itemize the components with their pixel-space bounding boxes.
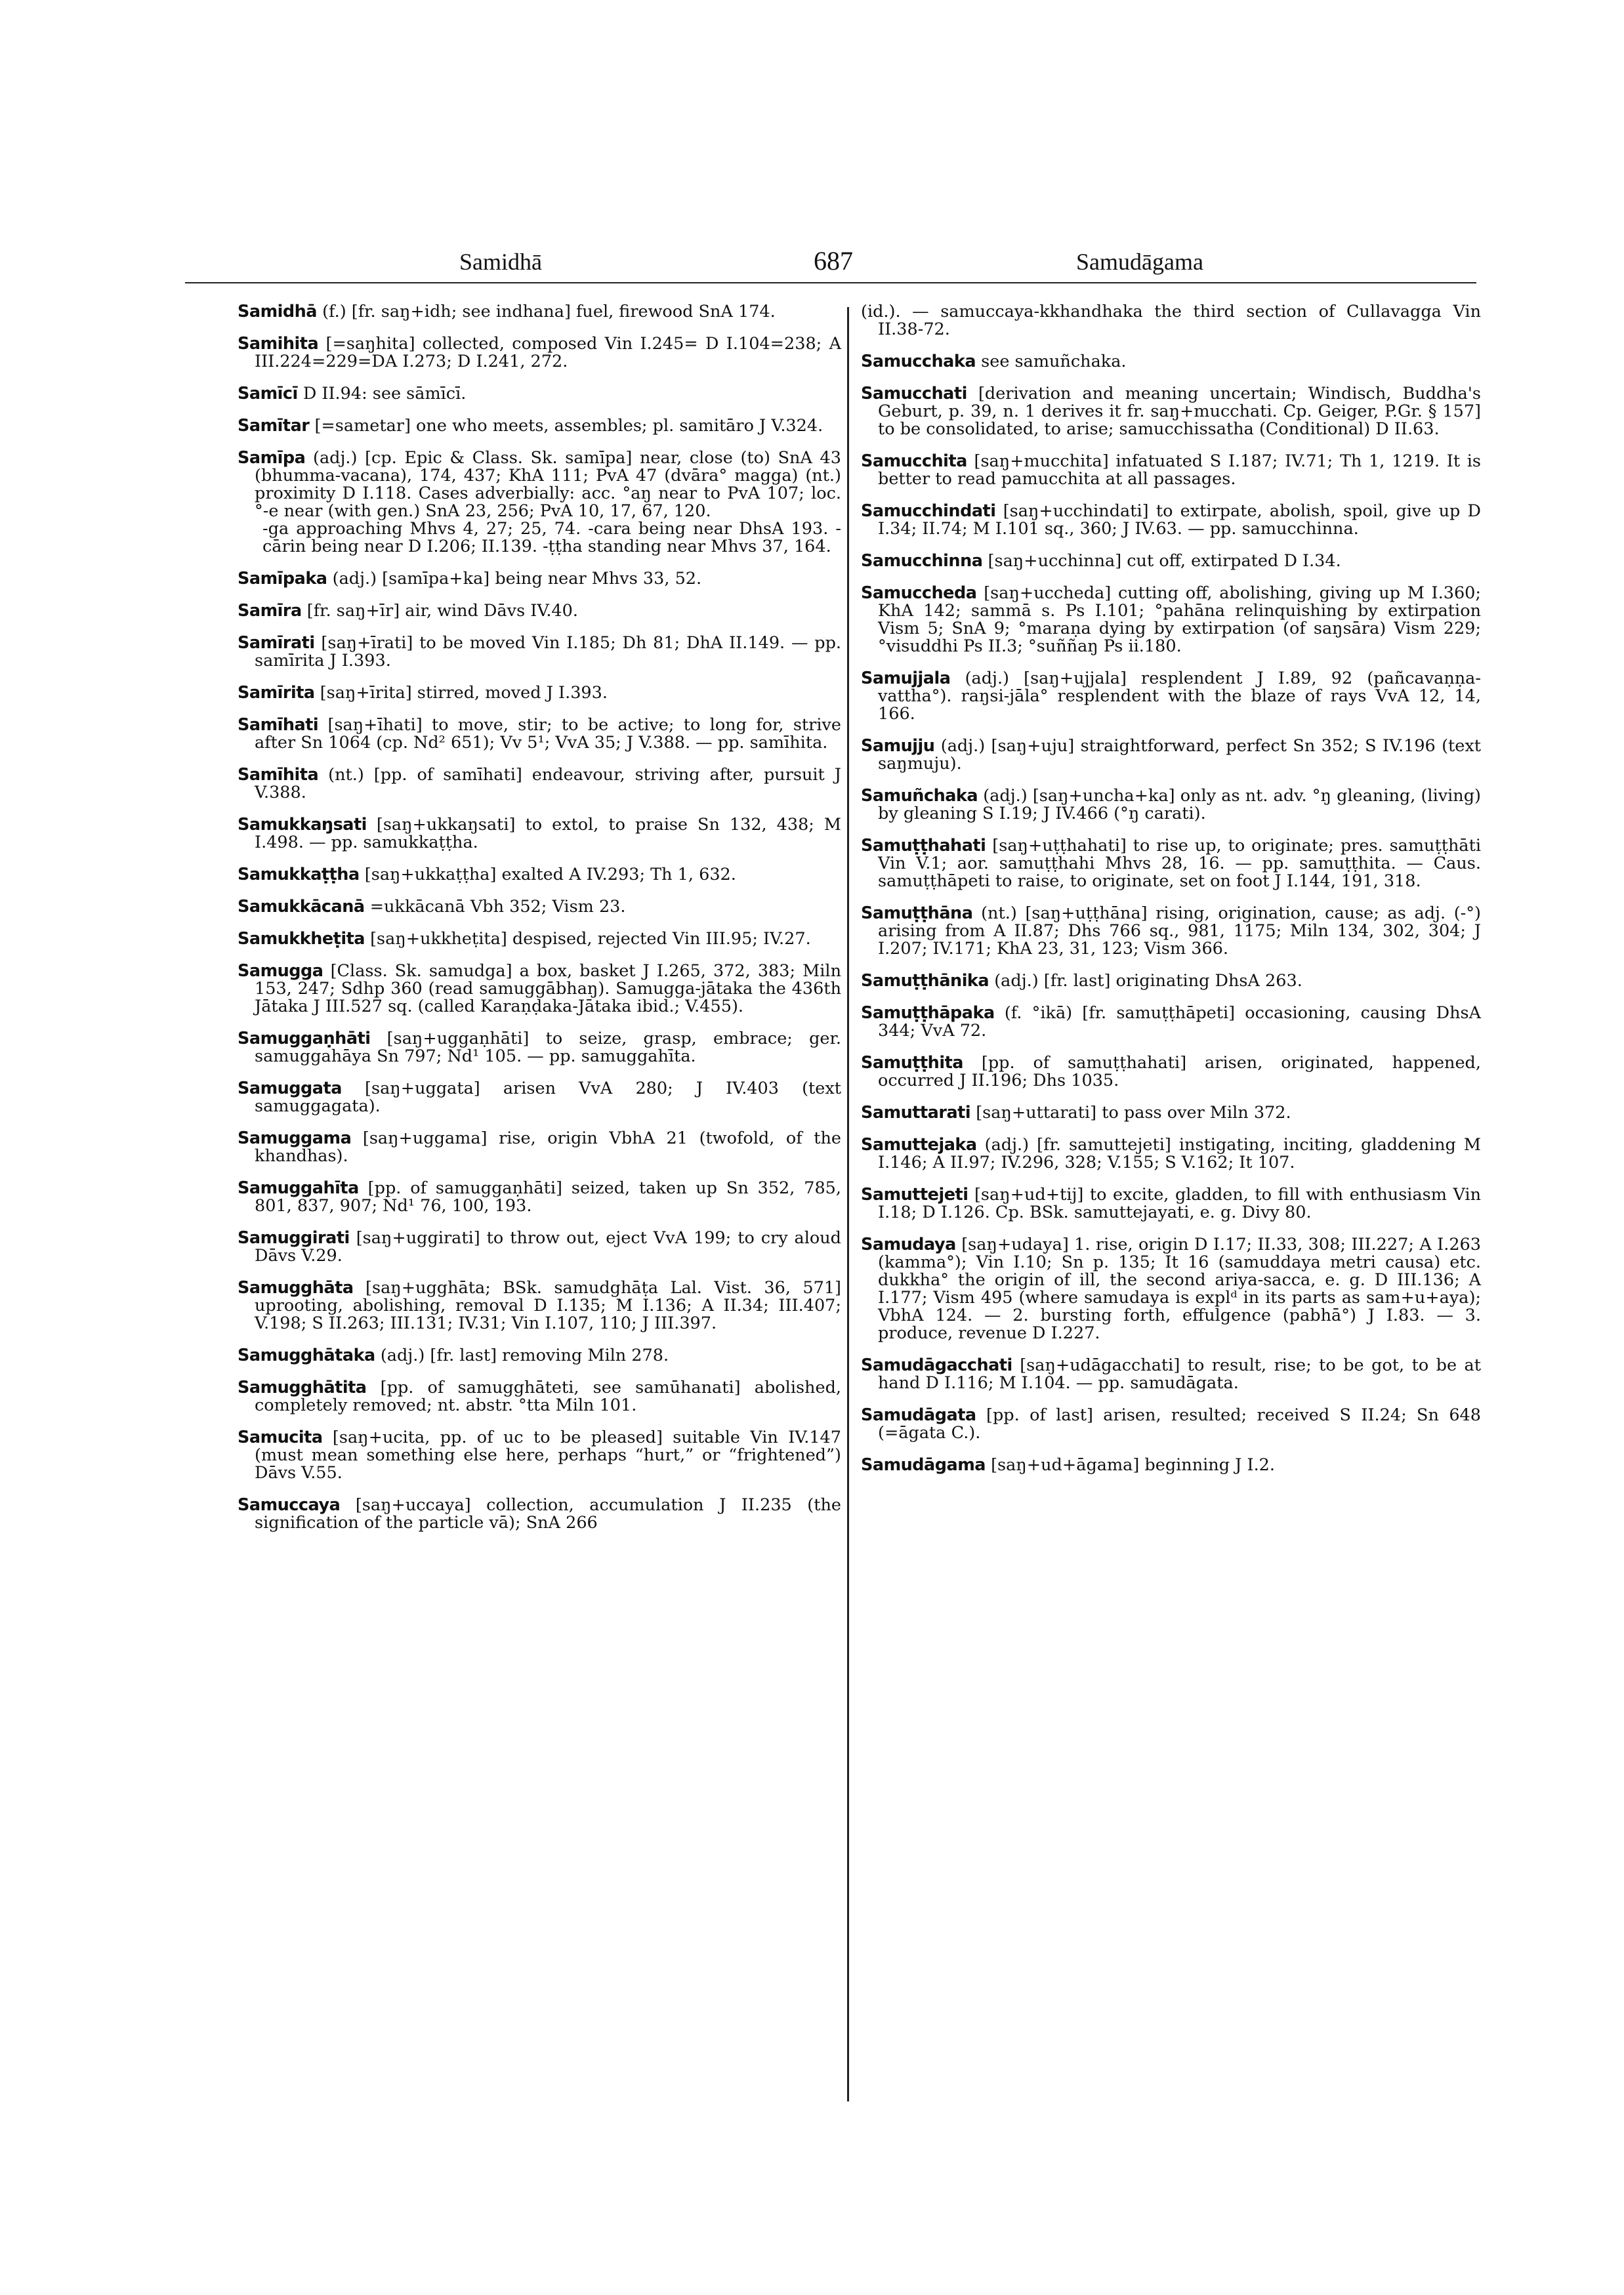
entry-headword: Samucchinna [861,551,983,571]
dictionary-entry [238,1429,841,1482]
entry-definition: [saŋ+uttarati] to pass over Miln 372. [976,1103,1291,1123]
entry-definition: [saŋ+ud+āgama] beginning J I.2. [991,1455,1275,1475]
entry-headword: Samuccaya [238,1495,341,1515]
entry-headword: Samīrita [238,683,315,703]
dictionary-entry [238,866,841,884]
entry-definition: [fr. saŋ+īr] air, wind Dāvs IV.40. [306,601,578,621]
entry-definition: [=sametar] one who meets, assembles; pl. samitāro J V.324. [314,416,823,436]
entry-definition: [saŋ+ucita, pp. of uc to be pleased] suitable Vin IV.147 (must mean something else here, perhaps “hurt,” or “frightened”) Dāvs V.55. [255,1428,842,1483]
entry-headword: Samuttarati [861,1103,971,1123]
entry-headword: Samukkaŋsati [238,815,367,835]
entry-definition: [=saŋhita] collected, composed Vin I.245= D I.104=238; A III.224=229=DA I.273; D I.241, 272. [255,334,842,371]
entry-definition: [saŋ+īrati] to be moved Vin I.185; Dh 81; DhA II.149. — pp. samīrita J I.393. [255,633,841,671]
dictionary-entry [861,737,1481,773]
entry-definition: (adj.) [samīpa+ka] being near Mhvs 33, 52. [332,569,702,589]
entry-definition: [saŋ+ukkheṭita] despised, rejected Vin III.95; IV.27. [370,929,811,949]
entry-headword: Samudāgama [861,1455,986,1475]
dictionary-entry [238,385,841,403]
entry-headword: Samucchati [861,384,967,403]
page-number: 687 [814,246,853,276]
dictionary-entry [861,972,1481,990]
dictionary-entry [861,905,1481,958]
entry-headword: Samīhita [238,765,319,785]
dictionary-entry [238,898,841,916]
dictionary-entry [861,353,1481,371]
dictionary-entry [238,1030,841,1065]
entry-headword: Samuñchaka [861,786,978,806]
entry-headword: Samuttejeti [861,1185,968,1205]
entry-definition: (adj.) [saŋ+ujjala] resplendent J I.89, 92 (pañcavaṇṇa-vattha°). raŋsi-jāla° resplendent with the blaze of rays VvA 12, 14, 166. [878,669,1481,724]
entry-definition: [pp. of samuggaṇhāti] seized, taken up Sn 352, 785, 801, 837, 907; Nd¹ 76, 100, 193. [255,1178,841,1216]
entry-definition: =ukkācanā Vbh 352; Vism 23. [369,897,626,917]
dictionary-entry [238,684,841,702]
entry-headword: Samuṭṭhāpaka [861,1003,995,1023]
entry-definition: [saŋ+udaya] 1. rise, origin D I.17; II.33, 308; III.227; A I.263 (kamma°); Vin I.10; Sn p. 135; It 16 (samuddaya metri causa) etc. dukkha° the origin of ill, the second ariya-sacca, e. g. D III.136; A I.177; Vism 495 (where samudaya is explᵈ in its parts as sam+u+aya); VbhA 124. — 2. bursting forth, effulgence (pabhā°) J I.83. — 3. produce, revenue D I.227. [878,1235,1482,1343]
entry-headword: Samuṭṭhita [861,1053,963,1073]
header-right-guide-word: Samudāgama [1076,249,1203,275]
left-column [238,303,841,1546]
entry-definition: [saŋ+īrita] stirred, moved J I.393. [320,683,608,703]
entry-headword: Samugghātaka [238,1346,375,1365]
dictionary-entry [861,1357,1481,1392]
entry-headword: Samudāgacchati [861,1355,1012,1375]
dictionary-entry [238,634,841,670]
entry-headword: Samujju [861,736,935,756]
entry-headword: Samidhā [238,302,317,321]
dictionary-entry [238,766,841,802]
entry-headword: Samīhati [238,715,319,735]
entry-definition: [saŋ+ukkaṭṭha] exalted A IV.293; Th 1, 632. [364,865,736,884]
dictionary-entry [238,335,841,371]
entry-compounds: -ga approaching Mhvs 4, 27; 25, 74. -cara being near DhsA 193. -cārin being near D I.206; II.139. -ṭṭha standing near Mhvs 37, 164. [262,519,841,556]
dictionary-entry [238,1080,841,1115]
dictionary-entry [238,1180,841,1215]
dictionary-entry [861,1457,1481,1474]
entry-definition: [saŋ+uccaya] collection, accumulation J II.235 (the signification of the particle vā); SnA 266 [255,1495,841,1533]
dictionary-entry [861,385,1481,438]
dictionary-entry [861,453,1481,488]
header-left-guide-word: Samidhā [459,249,542,275]
entry-definition: (adj.) [saŋ+uju] straightforward, perfect Sn 352; S IV.196 (text saŋmuju). [878,736,1481,774]
entry-definition: [saŋ+īhati] to move, stir; to be active; to long for, strive after Sn 1064 (cp. Nd² 651); Vv 5¹; VvA 35; J V.388. — pp. samīhita. [255,715,841,753]
dictionary-entry [861,837,1481,890]
entry-headword: Samuggata [238,1079,342,1098]
entry-headword: Samudāgata [861,1405,976,1425]
dictionary-entry [861,670,1481,723]
entry-definition: (adj.) [fr. last] removing Miln 278. [380,1346,669,1365]
dictionary-entry [861,1236,1481,1342]
dictionary-entry [238,449,841,556]
entry-headword: Samīpa [238,448,306,468]
entry-definition: D II.94: see sāmīcī. [302,384,467,403]
entry-definition: [saŋ+ugghāta; BSk. samudghāṭa Lal. Vist. 36, 571] uprooting, abolishing, removal D I.135; M I.136; A II.34; III.407; V.198; S II.263; III.131; IV.31; Vin I.107, 110; J III.397. [255,1278,841,1333]
entry-definition: [saŋ+uggaṇhāti] to seize, grasp, embrace; ger. samuggahāya Sn 797; Nd¹ 105. — pp. samuggahīta. [255,1029,841,1066]
dictionary-entry [238,930,841,948]
entry-definition: [saŋ+udāgacchati] to result, rise; to be got, to be at hand D I.116; M I.104. — pp. samudāgata. [878,1355,1481,1393]
entry-definition: (nt.) [saŋ+uṭṭhāna] rising, origination, cause; as adj. (-°) arising from A II.87; Dhs 766 sq., 981, 1175; Miln 134, 302, 304; J I.207; IV.171; KhA 23, 31, 123; Vism 366. [878,903,1481,959]
entry-definition: [saŋ+uggata] arisen VvA 280; J IV.403 (text samuggagata). [255,1079,841,1116]
entry-headword: Samukkaṭṭha [238,865,360,884]
entry-headword: Samuggama [238,1128,352,1148]
entry-headword: Samuccheda [861,583,977,603]
dictionary-entry [861,503,1481,538]
entry-headword: Samucchindati [861,501,996,521]
entry-headword: Samucchaka [861,352,976,371]
dictionary-entry [238,962,841,1016]
entry-headword: Samīcī [238,384,298,403]
entry-definition: [saŋ+uṭṭhahati] to rise up, to originate; pres. samuṭṭhāti Vin V.1; aor. samuṭṭhahi Mhvs 28, 16. — pp. samuṭṭhita. — Caus. samuṭṭhāpeti to raise, to originate, set on foot J I.144, 191, 318. [878,836,1481,891]
right-column [861,303,1481,1489]
entry-headword: Samucchita [861,451,967,471]
entry-definition: (adj.) [fr. last] originating DhsA 263. [994,971,1302,991]
entry-headword: Samujjala [861,669,951,688]
entry-definition: [pp. of samuṭṭhahati] arisen, originated, happened, occurred J II.196; Dhs 1035. [878,1053,1481,1090]
dictionary-entry [238,602,841,620]
dictionary-entry [861,552,1481,570]
entry-headword: Samīrati [238,633,315,653]
entry-definition: [saŋ+uggama] rise, origin VbhA 21 (twofold, of the khandhas). [255,1128,841,1166]
column-divider [847,307,849,2101]
entry-headword: Samītar [238,416,310,436]
dictionary-entry [861,1407,1481,1442]
entry-definition: (adj.) [cp. Epic & Class. Sk. samīpa] near, close (to) SnA 43 (bhumma-vacana), 174, 437; KhA 111; PvA 47 (dvāra° magga) (nt.) proximity D I.118. Cases adverbially: acc. °aŋ near to PvA 107; loc. °-e near (with gen.) SnA 23, 256; PvA 10, 17, 67, 120. [255,448,841,521]
entry-headword: Samīpaka [238,569,327,589]
entry-definition: [saŋ+mucchita] infatuated S I.187; IV.71; Th 1, 1219. It is better to read pamucchita at all passages. [878,451,1481,489]
entry-definition: [saŋ+ucchindati] to extirpate, abolish, spoil, give up D I.34; II.74; M I.101 sq., 360; J IV.63. — pp. samucchinna. [878,501,1481,539]
entry-definition: [pp. of last] arisen, resulted; received S II.24; Sn 648 (=āgata C.). [878,1405,1481,1443]
dictionary-entry [238,816,841,852]
entry-headword: Samuggirati [238,1228,350,1248]
dictionary-entry [238,570,841,588]
dictionary-entry [861,303,1481,339]
dictionary-entry [861,1054,1481,1090]
dictionary-entry [238,1347,841,1365]
dictionary-entry [238,716,841,752]
dictionary-entry [861,787,1481,823]
entry-headword: Samuṭṭhahati [861,836,986,856]
entry-definition: [saŋ+uccheda] cutting off, abolishing, giving up M I.360; KhA 142; sammā s. Ps I.101; °pahāna relinquishing by extirpation Vism 5; SnA 9; °maraṇa dying by extirpation (of saŋsāra) Vism 229; °visuddhi Ps II.3; °suññaŋ Ps ii.180. [878,583,1481,656]
entry-headword: Samuṭṭhāna [861,903,973,923]
entry-definition: [saŋ+ucchinna] cut off, extirpated D I.34. [988,551,1341,571]
entry-headword: Samukkheṭita [238,929,365,949]
header-rule [185,282,1476,283]
entry-headword: Samukkācanā [238,897,365,917]
entry-definition: [derivation and meaning uncertain; Windisch, Buddha's Geburt, p. 39, n. 1 derives it fr. saŋ+mucchati. Cp. Geiger, P.Gr. § 157] to be consolidated, to arise; samucchissatha (Conditional) D II.63. [878,384,1481,439]
dictionary-entry [238,1130,841,1165]
entry-headword: Samīra [238,601,302,621]
entry-headword: Samugghāta [238,1278,354,1298]
entry-definition: (id.). — samuccaya-kkhandhaka the third section of Cullavagga Vin II.38-72. [861,302,1481,339]
entry-definition: see samuñchaka. [981,352,1127,371]
entry-definition: [saŋ+ukkaŋsati] to extol, to praise Sn 132, 438; M I.498. — pp. samukkaṭṭha. [255,815,841,852]
dictionary-entry [861,585,1481,655]
entry-definition: (f. °ikā) [fr. samuṭṭhāpeti] occasioning, causing DhsA 344; VvA 72. [878,1003,1481,1041]
entry-definition: [saŋ+uggirati] to throw out, eject VvA 199; to cry aloud Dāvs V.29. [255,1228,842,1266]
entry-headword: Samugghātita [238,1378,367,1397]
entry-headword: Samuttejaka [861,1135,977,1155]
entry-definition: [pp. of samugghāteti, see samūhanati] abolished, completely removed; nt. abstr. °tta Miln 101. [255,1378,841,1415]
entry-headword: Samudaya [861,1235,956,1254]
entry-definition: (nt.) [pp. of samīhati] endeavour, striving after, pursuit J V.388. [255,765,841,802]
dictionary-entry [238,1230,841,1265]
entry-headword: Samuggahīta [238,1178,359,1198]
dictionary-entry [861,1136,1481,1172]
entry-headword: Samucita [238,1428,323,1447]
dictionary-entry [238,1379,841,1415]
entry-definition: (adj.) [fr. samuttejeti] instigating, inciting, gladdening M I.146; A II.97; IV.296, 328; V.155; S V.162; It 107. [878,1135,1481,1172]
entry-headword: Samuggaṇhāti [238,1029,371,1048]
dictionary-entry [238,417,841,435]
dictionary-entry [861,1004,1481,1040]
entry-definition: (f.) [fr. saŋ+idh; see indhana] fuel, firewood SnA 174. [322,302,776,321]
entry-headword: Samuṭṭhānika [861,971,989,991]
dictionary-entry [861,1104,1481,1122]
dictionary-entry [861,1186,1481,1222]
entry-definition: [saŋ+ud+tij] to excite, gladden, to fill with enthusiasm Vin I.18; D I.126. Cp. BSk. samuttejayati, e. g. Divy 80. [878,1185,1481,1222]
entry-headword: Samihita [238,334,319,354]
entry-headword: Samugga [238,961,323,981]
dictionary-entry [238,1497,841,1532]
entry-definition: (adj.) [saŋ+uncha+ka] only as nt. adv. °ŋ gleaning, (living) by gleaning S I.19; J IV.466 (°ŋ carati). [878,786,1481,823]
dictionary-entry [238,1279,841,1333]
dictionary-entry [238,303,841,321]
entry-definition: [Class. Sk. samudga] a box, basket J I.265, 372, 383; Miln 153, 247; Sdhp 360 (read samuggābhaŋ). Samugga-jātaka the 436th Jātaka J III.527 sq. (called Karaṇḍaka-Jātaka ibid.; V.455). [255,961,841,1016]
